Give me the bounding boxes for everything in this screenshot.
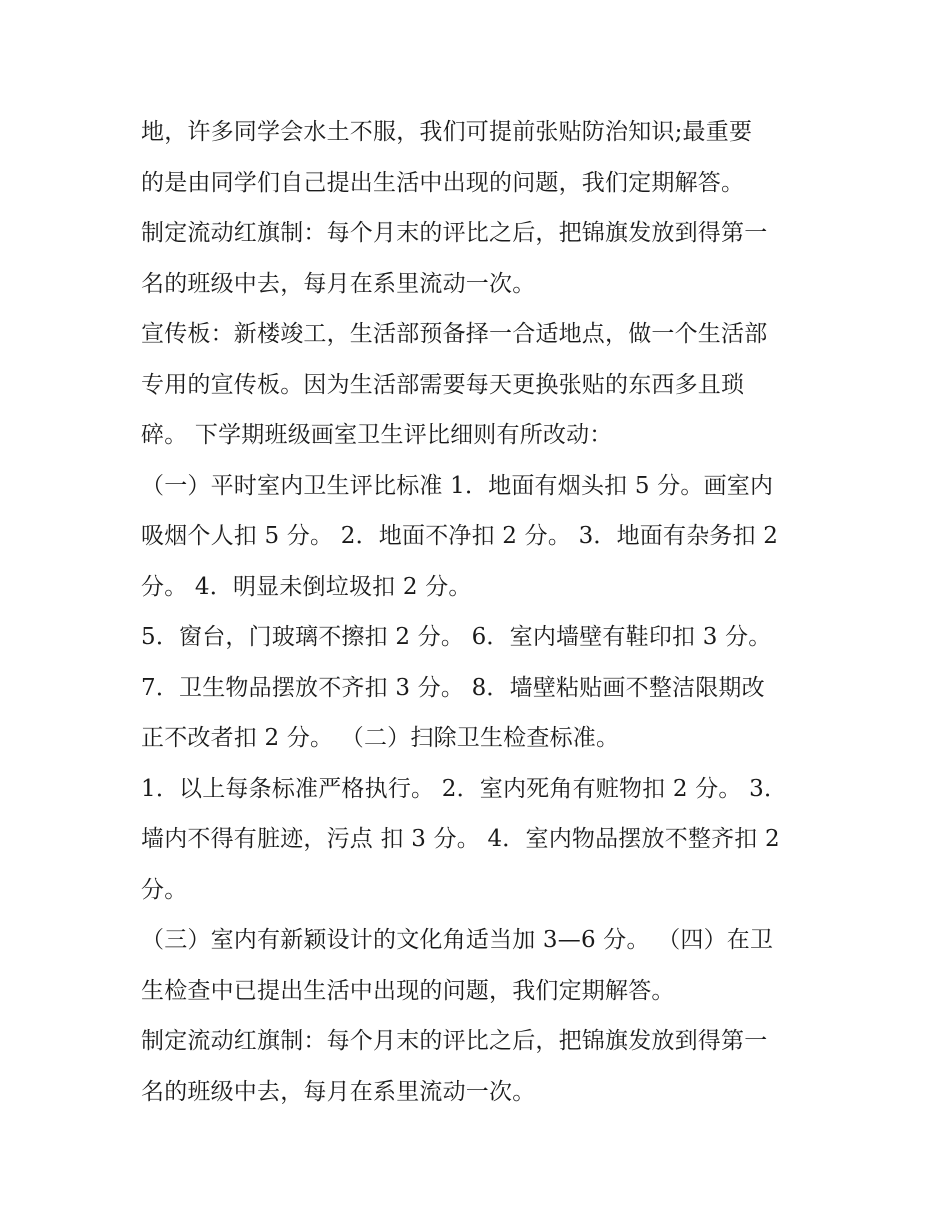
text-line: 制定流动红旗制：每个月末的评比之后，把锦旗发放到得第一: [141, 1028, 768, 1054]
document-body: [141, 107, 821, 1117]
text-line: 生检查中已提出生活中出现的问题，我们定期解答。: [141, 977, 675, 1004]
text-line: 正不改者扣 2 分。 （二）扫除卫生检查标准。: [141, 725, 620, 751]
text-line: 名的班级中去，每月在系里流动一次。: [141, 1078, 536, 1105]
text-line: 1．以上每条标准严格执行。 2．室内死角有赃物扣 2 分。 3．: [141, 775, 788, 802]
text-line: 分。: [141, 876, 188, 903]
text-line: 分。 4．明显未倒垃圾扣 2 分。: [141, 573, 472, 600]
text-line: 碎。 下学期班级画室卫生评比细则有所改动：: [141, 422, 613, 448]
text-line: 制定流动红旗制：每个月末的评比之后，把锦旗发放到得第一: [141, 220, 768, 246]
text-line: 地，许多同学会水土不服，我们可提前张贴防治知识;最重要: [141, 119, 753, 145]
text-line: （三）室内有新颖设计的文化角适当加 3—6 分。 （四）在卫: [141, 927, 774, 953]
text-line: 宣传板：新楼竣工，生活部预备择一合适地点，做一个生活部: [141, 321, 768, 347]
text-line: 墙内不得有脏迹，污点 扣 3 分。 4．室内物品摆放不整齐扣 2: [141, 826, 780, 852]
text-line: 7．卫生物品摆放不齐扣 3 分。 8．墙壁粘贴画不整洁限期改: [141, 674, 765, 701]
text-line: （一）平时室内卫生评比标准 1．地面有烟头扣 5 分。画室内: [141, 472, 774, 499]
text-line: 5．窗台，门玻璃不擦扣 2 分。 6．室内墙壁有鞋印扣 3 分。: [141, 624, 772, 650]
text-line: 吸烟个人扣 5 分。 2．地面不净扣 2 分。 3．地面有杂务扣 2: [141, 523, 779, 549]
text-line: 名的班级中去，每月在系里流动一次。: [141, 270, 536, 297]
text-line: 专用的宣传板。因为生活部需要每天更换张贴的东西多且琐: [141, 371, 745, 398]
text-line: 的是由同学们自己提出生活中出现的问题，我们定期解答。: [141, 169, 745, 196]
